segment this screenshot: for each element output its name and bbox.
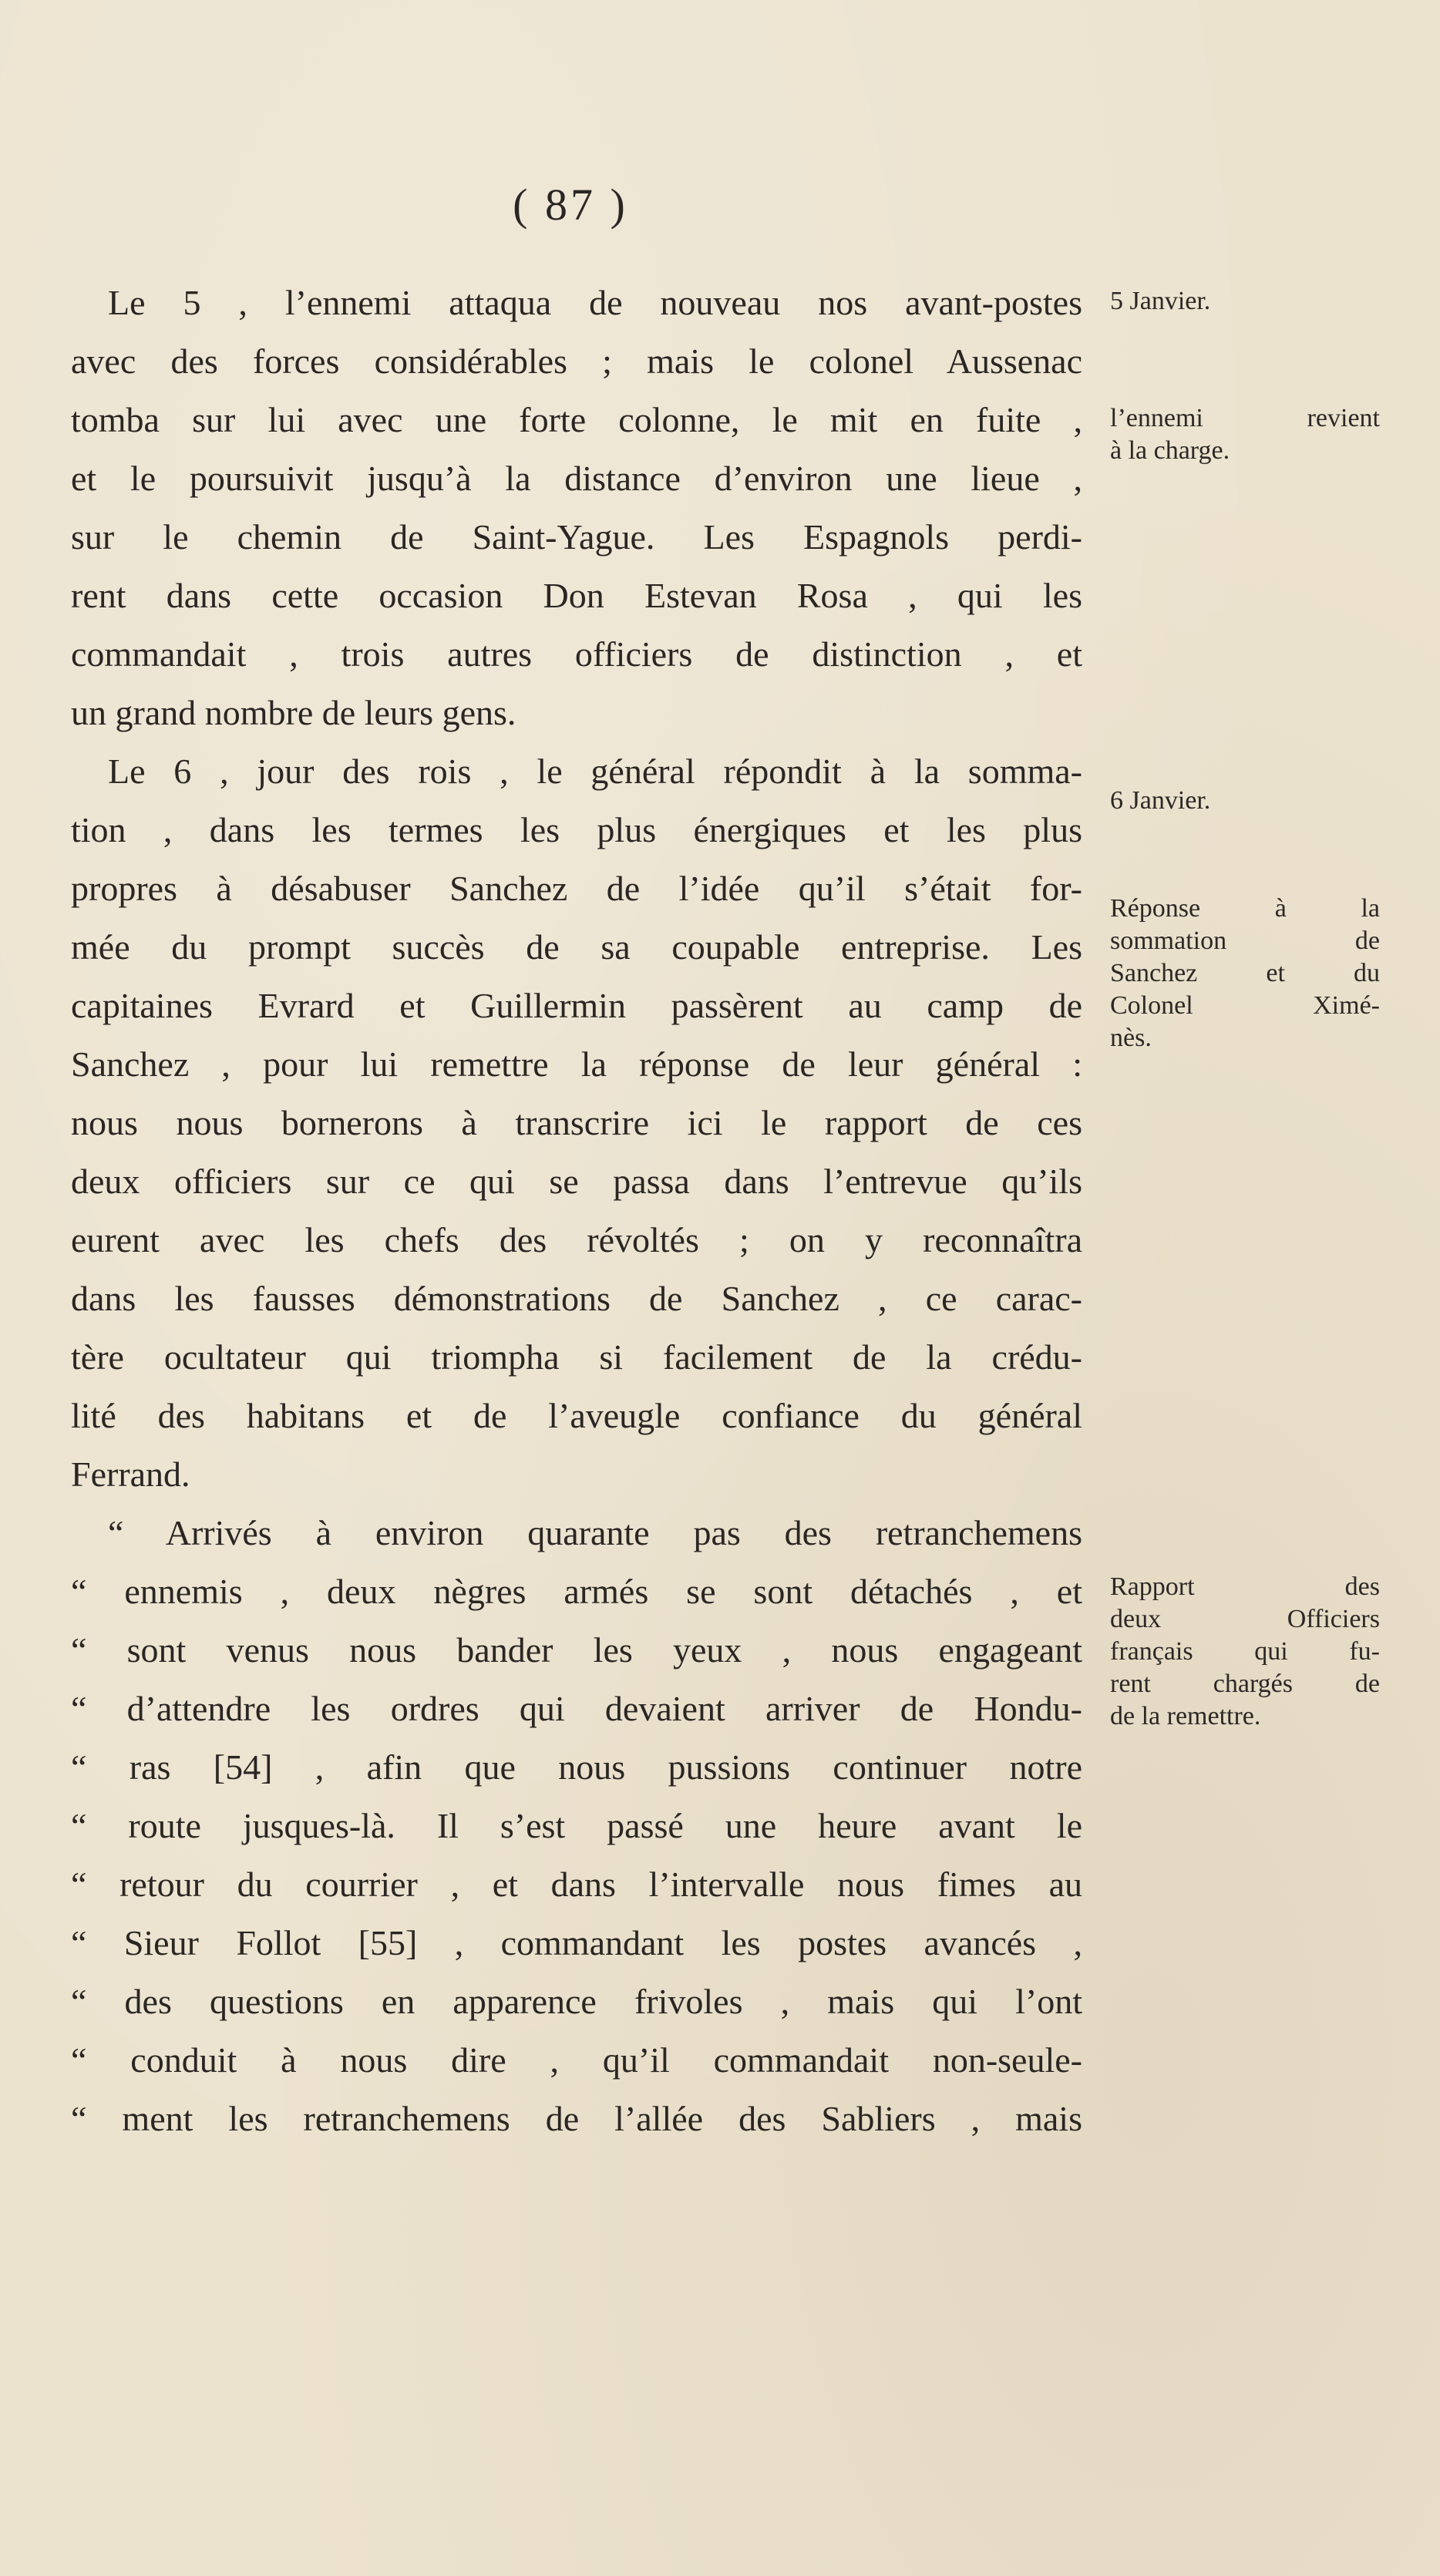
text-line: sur le chemin de Saint-Yague. Les Espagnols perdi-: [71, 517, 1082, 557]
text-line: Le 6 , jour des rois , le général répondit à la somma-: [108, 752, 1082, 791]
text-line: nous nous bornerons à transcrire ici le rapport de ces: [71, 1103, 1082, 1142]
text-line: lité des habitans et de l’aveugle confiance du général: [71, 1396, 1082, 1435]
text-line: et le poursuivit jusqu’à la distance d’environ une lieue ,: [71, 459, 1082, 498]
main-text-block: [71, 274, 1082, 2148]
text-line: eurent avec les chefs des révoltés ; on y reconnaîtra: [71, 1220, 1082, 1259]
margin-note-line: à la charge.: [1110, 436, 1230, 465]
margin-note-6-janvier: [1110, 785, 1380, 817]
text-line: Ferrand.: [71, 1454, 190, 1494]
margin-note-line: l’ennemi revient: [1110, 404, 1380, 432]
text-line: tère ocultateur qui triompha si facilement de la crédu-: [71, 1337, 1082, 1377]
text-line: “ retour du courrier , et dans l’intervalle nous fimes au: [71, 1865, 1082, 1904]
text-line: “ d’attendre les ordres qui devaient arriver de Hondu-: [71, 1689, 1082, 1728]
margin-note-line: 5 Janvier.: [1110, 287, 1211, 315]
text-line: “ Arrivés à environ quarante pas des retranchemens: [108, 1513, 1082, 1552]
text-line: capitaines Evrard et Guillermin passèrent au camp de: [71, 986, 1082, 1025]
margin-note-line: Colonel Ximé-: [1110, 991, 1380, 1020]
margin-note-ennemi-revient: [1110, 402, 1380, 467]
margin-note-line: Sanchez et du: [1110, 959, 1380, 987]
text-line: tomba sur lui avec une forte colonne, le mit en fuite ,: [71, 400, 1082, 439]
text-line: propres à désabuser Sanchez de l’idée qu’il s’était for-: [71, 869, 1082, 908]
margin-note-5-janvier: [1110, 285, 1380, 318]
text-line: tion , dans les termes les plus énergiques et les plus: [71, 810, 1082, 849]
text-line: deux officiers sur ce qui se passa dans l’entrevue qu’ils: [71, 1162, 1082, 1201]
text-line: “ Sieur Follot [55] , commandant les postes avancés ,: [71, 1923, 1082, 1962]
page-number: ( 87 ): [513, 180, 628, 230]
text-line: mée du prompt succès de sa coupable entreprise. Les: [71, 927, 1082, 967]
text-line: dans les fausses démonstrations de Sanchez , ce carac-: [71, 1279, 1082, 1318]
text-line: Sanchez , pour lui remettre la réponse de leur général :: [71, 1044, 1082, 1084]
text-line: “ ment les retranchemens de l’allée des Sabliers , mais: [71, 2099, 1082, 2138]
text-line: commandait , trois autres officiers de distinction , et: [71, 634, 1082, 674]
margin-note-line: deux Officiers: [1110, 1605, 1380, 1633]
text-line: “ route jusques-là. Il s’est passé une heure avant le: [71, 1806, 1082, 1845]
text-line: “ des questions en apparence frivoles , mais qui l’ont: [71, 1982, 1082, 2021]
margin-note-rapport: [1110, 1571, 1380, 1733]
margin-note-line: de la remettre.: [1110, 1702, 1261, 1730]
text-line: “ ras [54] , afin que nous pussions continuer notre: [71, 1747, 1082, 1787]
margin-note-line: français qui fu-: [1110, 1637, 1380, 1666]
margin-note-line: Rapport des: [1110, 1572, 1380, 1601]
margin-note-line: Réponse à la: [1110, 894, 1380, 923]
margin-note-line: 6 Janvier.: [1110, 786, 1211, 815]
text-line: rent dans cette occasion Don Estevan Rosa , qui les: [71, 576, 1082, 615]
margin-note-line: sommation de: [1110, 926, 1380, 955]
margin-note-line: nès.: [1110, 1024, 1152, 1052]
text-line: “ conduit à nous dire , qu’il commandait non-seule-: [71, 2040, 1082, 2080]
text-line: Le 5 , l’ennemi attaqua de nouveau nos avant-postes: [108, 283, 1082, 322]
text-line: un grand nombre de leurs gens.: [71, 693, 516, 732]
text-line: “ sont venus nous bander les yeux , nous engageant: [71, 1630, 1082, 1670]
text-line: avec des forces considérables ; mais le colonel Aussenac: [71, 341, 1082, 381]
margin-note-reponse: [1110, 893, 1380, 1054]
text-line: “ ennemis , deux nègres armés se sont détachés , et: [71, 1572, 1082, 1611]
margin-note-line: rent chargés de: [1110, 1670, 1380, 1698]
